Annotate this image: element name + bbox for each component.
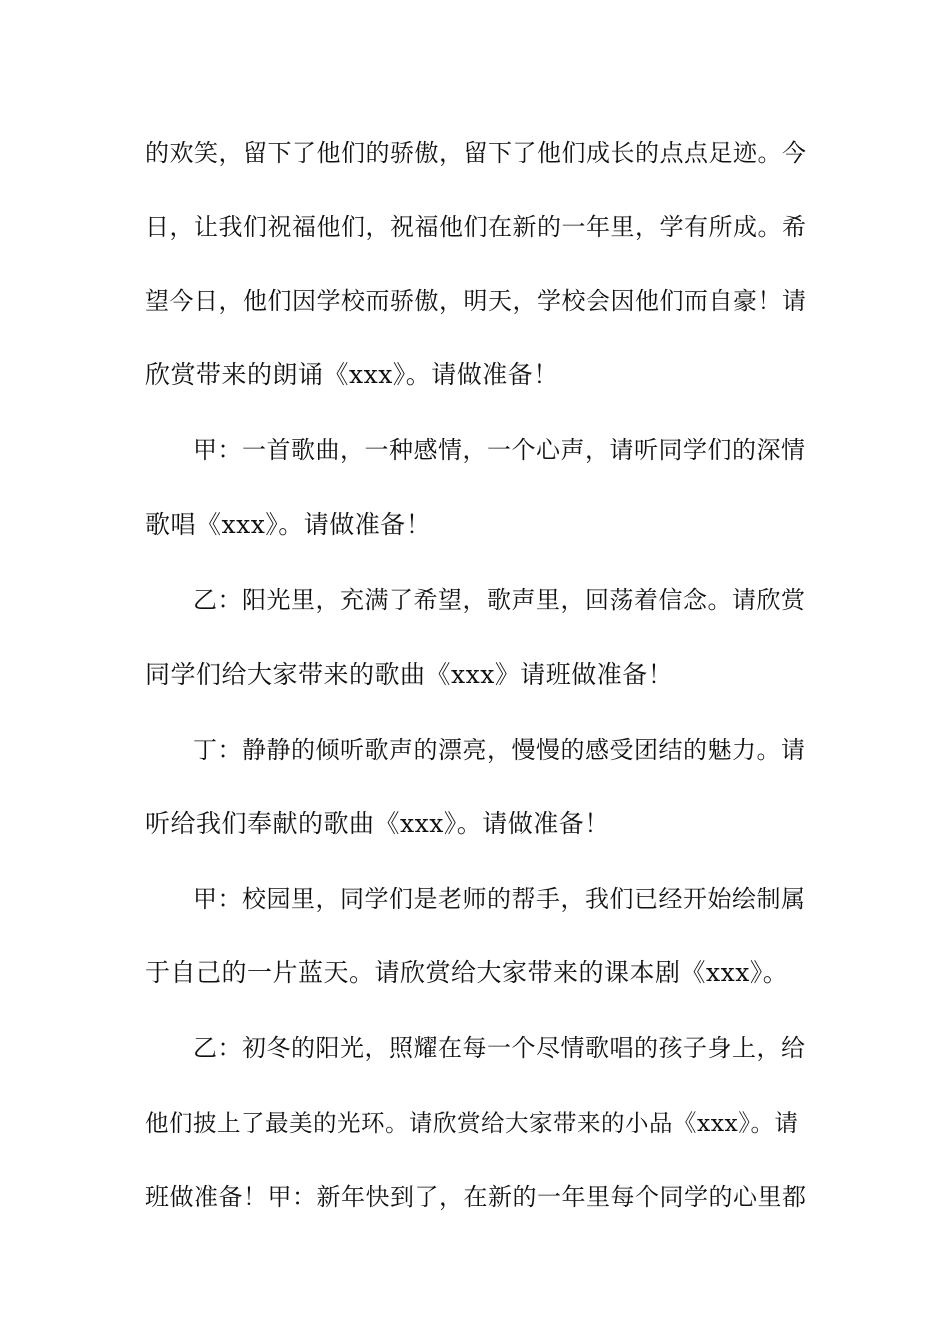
text-line: 望今日，他们因学校而骄傲，明天，学校会因他们而自豪！请 [145,287,807,315]
text-line: 听给我们奉献的歌曲《xxx》。请做准备！ [145,809,610,838]
text-line: 日，让我们祝福他们，祝福他们在新的一年里，学有所成。希 [145,213,807,241]
text-line: 他们披上了最美的光环。请欣赏给大家带来的小品《xxx》。请 [145,1109,799,1137]
paragraph-first-line: 甲：一首歌曲，一种感情，一个心声，请听同学们的深情 [193,436,806,464]
paragraph-first-line: 乙：阳光里，充满了希望，歌声里，回荡着信念。请欣赏 [193,586,806,614]
text-line: 班做准备！甲：新年快到了，在新的一年里每个同学的心里都 [145,1183,807,1211]
text-line: 歌唱《xxx》。请做准备！ [145,510,432,539]
text-line: 欣赏带来的朗诵《xxx》。请做准备！ [145,360,559,389]
text-line: 的欢笑，留下了他们的骄傲，留下了他们成长的点点足迹。今 [145,139,807,167]
text-line: 同学们给大家带来的歌曲《xxx》请班做准备！ [145,660,674,689]
paragraph-first-line: 丁：静静的倾听歌声的漂亮，慢慢的感受团结的魅力。请 [193,736,806,764]
paragraph-first-line: 甲：校园里，同学们是老师的帮手，我们已经开始绘制属 [193,885,806,913]
paragraph-first-line: 乙：初冬的阳光，照耀在每一个尽情歌唱的孩子身上，给 [193,1034,806,1062]
text-line: 于自己的一片蓝天。请欣赏给大家带来的课本剧《xxx》。 [145,958,789,987]
